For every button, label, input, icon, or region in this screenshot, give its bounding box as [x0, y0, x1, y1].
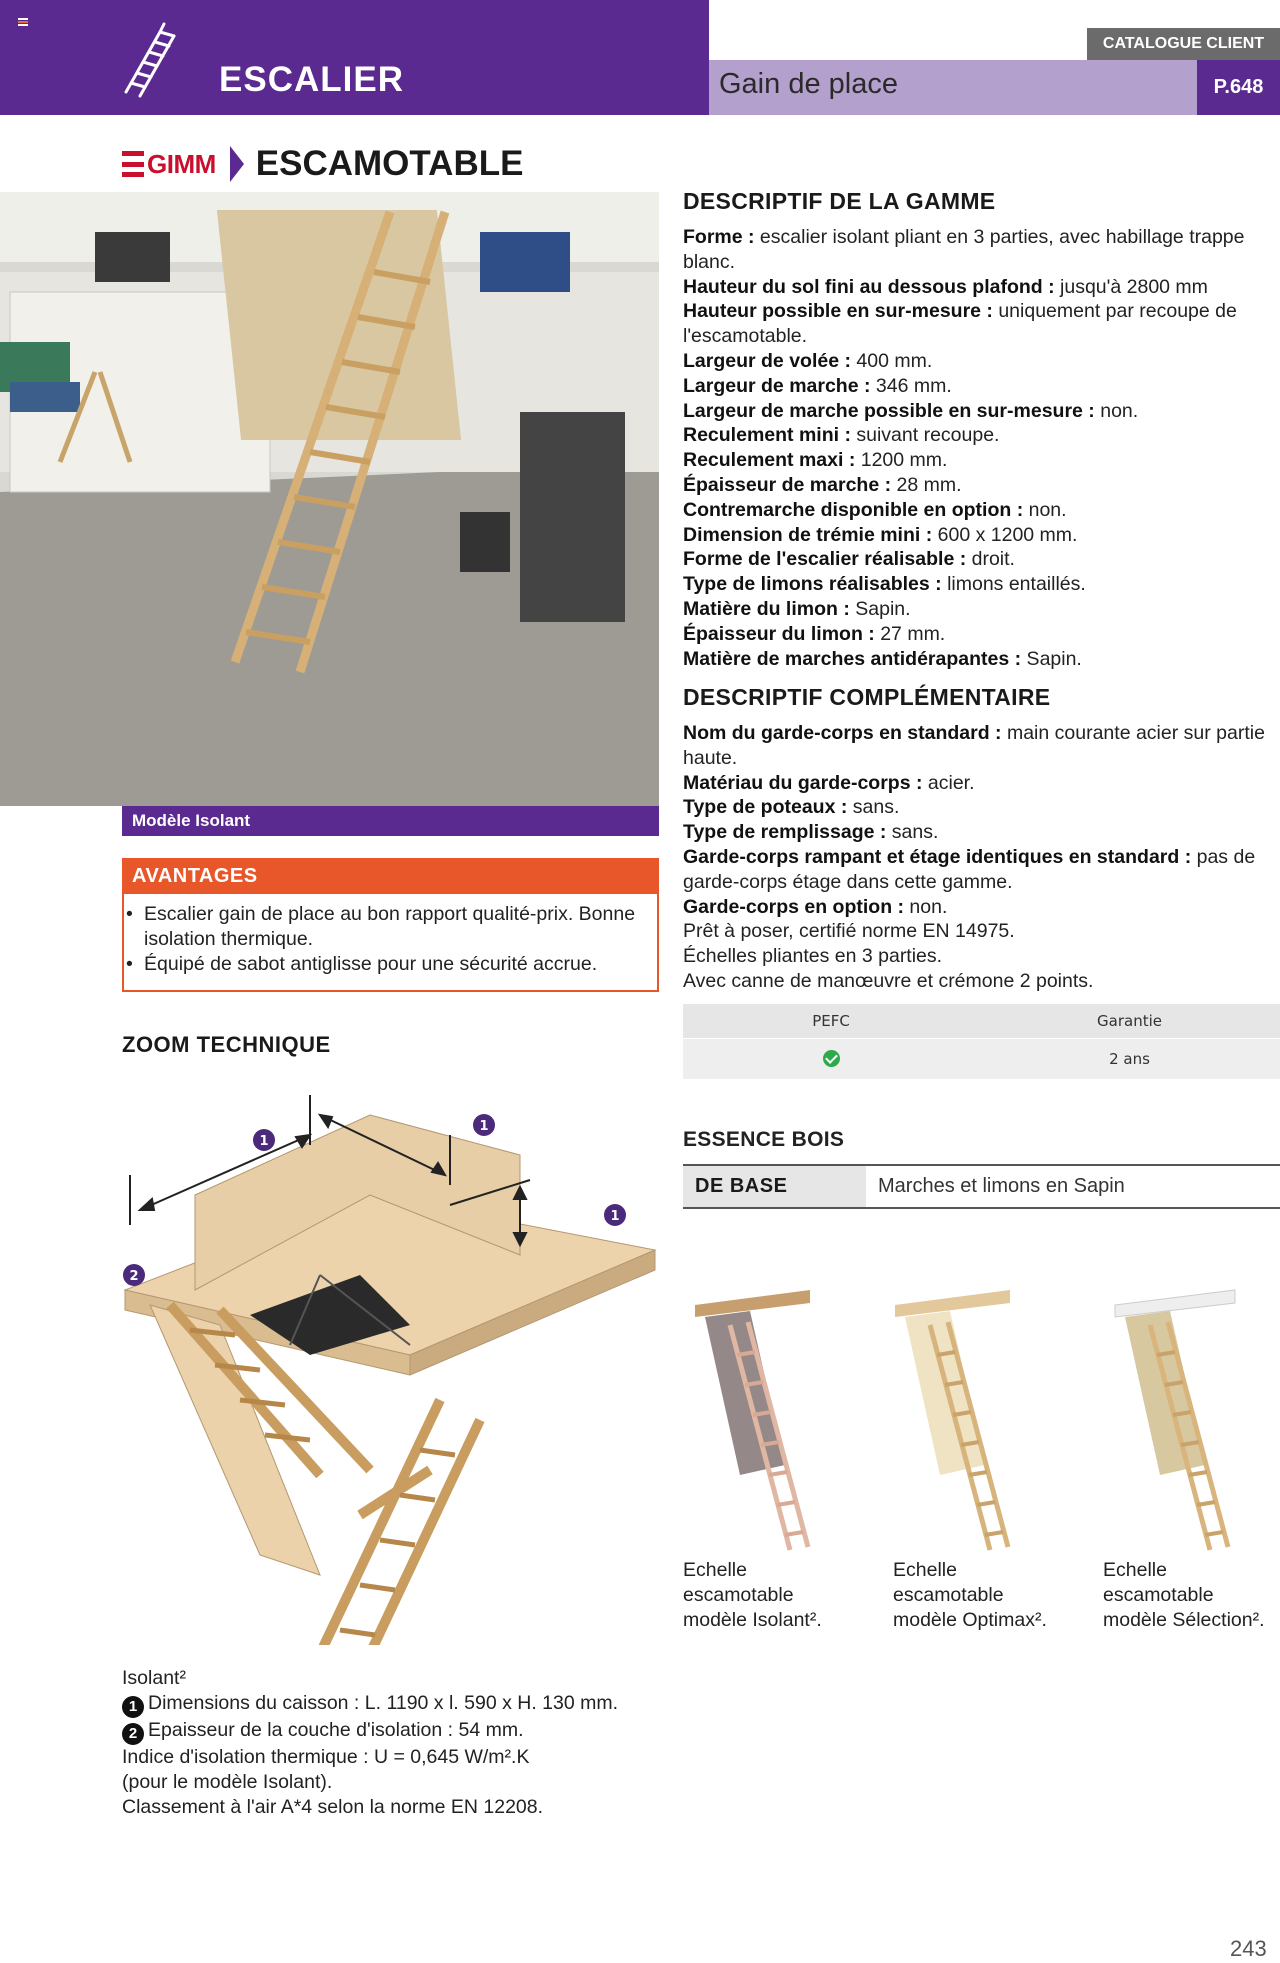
- marker-1-right: 1: [479, 1119, 489, 1134]
- marker-2: 2: [129, 1269, 139, 1284]
- page-subtitle: Gain de place: [719, 68, 898, 100]
- number-1-icon: 1: [122, 1696, 144, 1718]
- marker-1-left: 1: [259, 1134, 269, 1149]
- spec-row: Garde-corps en option : non.: [683, 895, 948, 918]
- avantages-title: AVANTAGES: [122, 858, 659, 894]
- number-2-icon: 2: [122, 1723, 144, 1745]
- ladder-isolant-image: [690, 1285, 830, 1557]
- essence-value: Marches et limons en Sapin: [878, 1175, 1125, 1197]
- spec-row: Forme de l'escalier réalisable : droit.: [683, 548, 1015, 571]
- spec-row: Reculement maxi : 1200 mm.: [683, 449, 948, 472]
- spec-row: Prêt à poser, certifié norme EN 14975.: [683, 920, 1015, 943]
- spec-row: Largeur de volée : 400 mm.: [683, 349, 933, 372]
- spec-row: Avec canne de manœuvre et crémone 2 points.: [683, 969, 1094, 992]
- isolant-heading: Isolant²: [122, 1667, 186, 1689]
- technical-diagram: [110, 1075, 670, 1645]
- isolant-line-4: (pour le modèle Isolant).: [122, 1771, 333, 1793]
- essence-title: ESSENCE BOIS: [683, 1128, 845, 1151]
- catalogue-badge: CATALOGUE CLIENT: [1087, 28, 1280, 60]
- isolant-notes: [122, 1666, 618, 1820]
- spec-row: Reculement mini : suivant recoupe.: [683, 424, 1000, 447]
- spec-row: Échelles pliantes en 3 parties.: [683, 945, 943, 968]
- check-icon: [823, 1050, 840, 1067]
- isolant-line-2: 2 Epaisseur de la couche d'isolation : 54 mm.: [122, 1718, 618, 1745]
- spec-row: Matière du limon : Sapin.: [683, 597, 911, 620]
- col-garantie: Garantie: [1097, 1012, 1162, 1030]
- marker-1-height: 1: [610, 1209, 620, 1224]
- spec-row: Largeur de marche : 346 mm.: [683, 374, 952, 397]
- spec-row: Type de poteaux : sans.: [683, 796, 900, 819]
- ladder-optimax-image: [890, 1285, 1030, 1557]
- stair-icon: [120, 22, 180, 98]
- essence-label: DE BASE: [683, 1166, 866, 1207]
- ladder-caption-selection: Echelle escamotable modèle Sélection².: [1103, 1559, 1265, 1631]
- catalogue-page-badge: P.648: [1197, 60, 1280, 115]
- chevron-right-icon: [230, 146, 244, 182]
- ladder-caption-optimax: Echelle escamotable modèle Optimax².: [893, 1559, 1047, 1631]
- garantie-value: 2 ans: [1109, 1050, 1150, 1068]
- spec-row: Matériau du garde-corps : acier.: [683, 771, 975, 794]
- brand-row: [122, 144, 523, 184]
- isolant-line-3: Indice d'isolation thermique : U = 0,645 W/m².K: [122, 1746, 530, 1768]
- spec-row: Hauteur du sol fini au dessous plafond : jusqu'à 2800 mm: [683, 275, 1208, 298]
- ladder-caption-isolant: Echelle escamotable modèle Isolant².: [683, 1559, 822, 1631]
- spec-row: Contremarche disponible en option : non.: [683, 498, 1067, 521]
- spec-row: Épaisseur de marche : 28 mm.: [683, 473, 962, 496]
- spec-row: Type de remplissage : sans.: [683, 821, 939, 844]
- essence-row: [683, 1164, 1280, 1209]
- table-header: [683, 1004, 1280, 1038]
- page-title: ESCALIER: [219, 60, 404, 99]
- complementaire-title: DESCRIPTIF COMPLÉMENTAIRE: [683, 684, 1051, 710]
- spec-row: Garde-corps rampant et étage identiques en standard : pas de garde-corps étage dans cette gamme.: [683, 845, 1256, 893]
- zoom-title: ZOOM TECHNIQUE: [122, 1032, 331, 1057]
- spec-row: Épaisseur du limon : 27 mm.: [683, 622, 946, 645]
- spec-row: Nom du garde-corps en standard : main courante acier sur partie haute.: [683, 722, 1265, 769]
- spec-row: Hauteur possible en sur-mesure : uniquement par recoupe de l'escamotable.: [683, 300, 1237, 348]
- gamme-title: DESCRIPTIF DE LA GAMME: [683, 188, 996, 214]
- flag-icon: [18, 18, 28, 26]
- gimm-logo: GIMM: [122, 149, 216, 180]
- spec-row: Type de limons réalisables : limons entaillés.: [683, 573, 1086, 596]
- isolant-line-1: 1 Dimensions du caisson : L. 1190 x l. 590 x H. 130 mm.: [122, 1691, 618, 1718]
- certification-table: [683, 1004, 1280, 1078]
- gamme-list: [683, 225, 1280, 671]
- avantages-list: [126, 902, 656, 977]
- complementaire-list: [683, 721, 1280, 994]
- spec-row: Dimension de trémie mini : 600 x 1200 mm.: [683, 523, 1078, 546]
- spec-row: Matière de marches antidérapantes : Sapin.: [683, 647, 1082, 670]
- isolant-line-5: Classement à l'air A*4 selon la norme EN 12208.: [122, 1796, 544, 1818]
- col-pefc: PEFC: [812, 1012, 850, 1030]
- page-number: 243: [1230, 1936, 1267, 1961]
- list-item: • Équipé de sabot antiglisse pour une sécurité accrue.: [126, 952, 656, 977]
- ladder-selection-image: [1110, 1285, 1250, 1557]
- list-item: • Escalier gain de place au bon rapport qualité-prix. Bonne isolation thermique.: [126, 902, 656, 952]
- product-title: ESCAMOTABLE: [255, 144, 524, 183]
- product-photo: [0, 192, 659, 806]
- spec-row: Forme : escalier isolant pliant en 3 parties, avec habillage trappe blanc.: [683, 226, 1245, 273]
- photo-caption: Modèle Isolant: [122, 806, 659, 836]
- table-row: [683, 1039, 1280, 1079]
- spec-row: Largeur de marche possible en sur-mesure : non.: [683, 399, 1139, 422]
